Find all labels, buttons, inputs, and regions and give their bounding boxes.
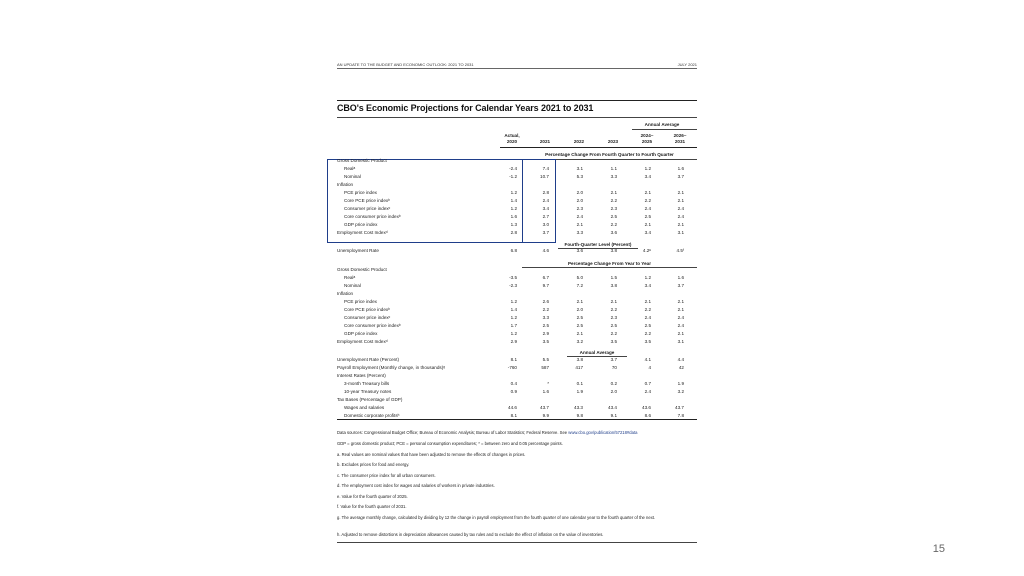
col-avg1-a: 2024–: [640, 133, 654, 138]
cell-value: 2.1: [644, 222, 651, 227]
section-year-to-year: Percentage Change From Year to Year: [567, 261, 652, 266]
cell-value: 3.4: [644, 283, 651, 288]
cell-value: 6.8: [510, 248, 517, 253]
cell-value: 3.7: [677, 174, 684, 179]
annual-average-header: Annual Average: [644, 122, 680, 127]
row-label: Consumer price indexᶜ: [344, 315, 391, 320]
row-label: Consumer price indexᶜ: [344, 206, 391, 211]
cell-value: 3.4: [644, 230, 651, 235]
cell-value: 1.3: [510, 222, 517, 227]
cell-value: 3.1: [677, 230, 684, 235]
cell-value: 3.8: [610, 248, 617, 253]
cell-value: -3.5: [509, 275, 517, 280]
cell-value: 43.7: [540, 405, 549, 410]
cell-value: 3.0: [542, 222, 549, 227]
cell-value: 1.9: [677, 381, 684, 386]
row-label: 3-month Treasury bills: [344, 381, 390, 386]
cell-value: 3.1: [576, 166, 583, 171]
note-source-text: Data sources: Congressional Budget Office; Bureau of Economic Analysis; Bureau of Labor Statistics; Federal Reserve. See: [337, 430, 569, 435]
cell-value: 2.0: [610, 389, 617, 394]
cell-value: 2.1: [610, 190, 617, 195]
cell-value: 4.6: [542, 248, 549, 253]
cell-value: 1.6: [510, 214, 517, 219]
cell-value: 2.5: [610, 323, 617, 328]
cell-value: 9.7: [542, 283, 549, 288]
cell-value: 2.1: [576, 222, 583, 227]
note-source: [337, 430, 697, 436]
cell-value: 7.8: [677, 413, 684, 418]
header-right: JULY 2021: [677, 62, 697, 67]
cell-value: 3.5: [542, 339, 549, 344]
row-label: Core consumer price indexᵇ: [344, 214, 401, 219]
cell-value: 3.7: [610, 357, 617, 362]
cell-value: 1.7: [510, 323, 517, 328]
col-2023: 2023: [607, 139, 619, 144]
cell-value: 1.2: [510, 331, 517, 336]
cell-value: 2.1: [677, 307, 684, 312]
row-label: Core PCE price indexᵇ: [344, 198, 390, 203]
col-avg2-a: 2026–: [673, 133, 687, 138]
row-label: Core PCE price indexᵇ: [344, 307, 390, 312]
row-label: Employment Cost Indexᵈ: [337, 230, 388, 235]
cell-value: 1.6: [677, 275, 684, 280]
cell-value: 1.4: [510, 307, 517, 312]
cell-value: 1.2: [510, 299, 517, 304]
note-a: a. Real values are nominal values that have been adjusted to remove the effects of changes in prices.: [337, 452, 526, 457]
cell-value: 7.2: [576, 283, 583, 288]
header-left: AN UPDATE TO THE BUDGET AND ECONOMIC OUTLOOK: 2021 TO 2031: [337, 62, 474, 67]
cell-value: 2.1: [677, 331, 684, 336]
cell-value: 417: [575, 365, 583, 370]
cell-value: 2.4: [576, 214, 583, 219]
row-label: Wages and salaries: [344, 405, 385, 410]
cell-value: 3.3: [610, 174, 617, 179]
cell-value: 43.3: [574, 405, 583, 410]
cell-value: 5.3: [576, 174, 583, 179]
cell-value: 42: [678, 365, 684, 370]
cell-value: 2.2: [610, 307, 617, 312]
cell-value: 43.7: [675, 405, 684, 410]
cell-value: 0.1: [576, 381, 583, 386]
cell-value: 3.8: [576, 357, 583, 362]
row-label: Realᵃ: [344, 166, 356, 171]
cell-value: 2.1: [576, 299, 583, 304]
cell-value: 2.9: [542, 331, 549, 336]
row-label: GDP price index: [344, 331, 378, 336]
cell-value: 1.9: [576, 389, 583, 394]
cell-value: 1.2: [510, 206, 517, 211]
row-label: Tax Bases (Percentage of GDP): [337, 397, 403, 402]
cell-value: 3.4: [542, 206, 549, 211]
cell-value: 2.6: [542, 299, 549, 304]
cell-value: 2.0: [576, 190, 583, 195]
cell-value: 1.1: [610, 166, 617, 171]
cell-value: 5.5: [542, 357, 549, 362]
cell-value: 8.6: [644, 413, 651, 418]
cell-value: 2.8: [542, 190, 549, 195]
running-header: [337, 60, 697, 68]
cell-value: 2.9: [510, 339, 517, 344]
cell-value: 2.4: [677, 315, 684, 320]
col-avg2-b: 2031: [674, 139, 686, 144]
cell-value: 7.4: [542, 166, 549, 171]
cell-value: 1.2: [510, 190, 517, 195]
col-actual-year: 2020: [506, 139, 518, 144]
cell-value: 0.9: [510, 389, 517, 394]
table-bottom-rule: [337, 419, 697, 420]
col-2021: 2021: [539, 139, 551, 144]
row-label: 10-year Treasury notes: [344, 389, 392, 394]
row-label: Gross Domestic Product: [337, 158, 387, 163]
cell-value: 2.4: [644, 315, 651, 320]
cell-value: 3.5: [644, 339, 651, 344]
cell-value: 2.5: [576, 315, 583, 320]
row-label: Inflation: [337, 182, 354, 187]
cell-value: 3.1: [677, 339, 684, 344]
cell-value: 2.4: [644, 206, 651, 211]
cell-value: 9.8: [576, 413, 583, 418]
slide-number: 15: [932, 543, 945, 555]
section-q4-level: Fourth-Quarter Level (Percent): [564, 242, 632, 247]
cell-value: 2.8: [510, 230, 517, 235]
cell-value: 2.5: [644, 214, 651, 219]
cell-value: 1.5: [610, 275, 617, 280]
header-rule: [337, 68, 697, 69]
row-label: Gross Domestic Product: [337, 267, 387, 272]
cell-value: 9.1: [610, 413, 617, 418]
note-h: h. Adjusted to remove distortions in depreciation allowances caused by tax rules and to exclude the effect of inflation on the value of inventories.: [337, 532, 604, 537]
cell-value: 2.7: [542, 214, 549, 219]
cell-value: 2.1: [677, 198, 684, 203]
cell-value: 44.6: [508, 405, 517, 410]
cell-value: -760: [507, 365, 517, 370]
cell-value: 3.2: [677, 389, 684, 394]
col-avg1-b: 2025: [641, 139, 653, 144]
row-label: Payroll Employment (Monthly change, in thousands)ᵍ: [337, 365, 445, 370]
notes-block: [337, 430, 697, 436]
cell-value: 2.1: [677, 190, 684, 195]
cell-value: 2.2: [644, 331, 651, 336]
cell-value: 3.2: [576, 339, 583, 344]
cell-value: 2.5: [610, 214, 617, 219]
cell-value: -2.4: [509, 166, 517, 171]
note-d: d. The employment cost index for wages and salaries of workers in private industries.: [337, 483, 495, 488]
cell-value: 43.6: [642, 405, 651, 410]
cell-value: 1.2: [510, 315, 517, 320]
cell-value: 4.2ᵉ: [642, 248, 651, 253]
section-year-to-year-rule: [522, 267, 697, 268]
cell-value: 2.0: [576, 307, 583, 312]
cell-value: 10.7: [540, 174, 549, 179]
row-label: Nominal: [344, 283, 361, 288]
row-label: PCE price index: [344, 299, 377, 304]
table-title: CBO's Economic Projections for Calendar Years 2021 to 2031: [337, 103, 594, 113]
title-rule: [337, 100, 697, 101]
note-e: e. Value for the fourth quarter of 2025.: [337, 494, 408, 499]
cell-value: 2.2: [644, 198, 651, 203]
cell-value: 3.5: [610, 339, 617, 344]
cell-value: 2.1: [677, 222, 684, 227]
col-header-rule: [500, 147, 697, 148]
cell-value: 2.4: [677, 214, 684, 219]
cell-value: 4.1: [644, 357, 651, 362]
cell-value: 2.4: [677, 206, 684, 211]
row-label: PCE price index: [344, 190, 377, 195]
cell-value: 2.3: [610, 206, 617, 211]
cell-value: 2.2: [644, 307, 651, 312]
cell-value: 2.2: [610, 331, 617, 336]
cell-value: 1.6: [542, 389, 549, 394]
row-label: Unemployment Rate: [337, 248, 379, 253]
cell-value: 2.2: [610, 222, 617, 227]
cell-value: 2.5: [576, 323, 583, 328]
row-label: Domestic corporate profitsʰ: [344, 413, 400, 418]
source-link[interactable]: www.cbo.gov/publication/57218#data: [568, 430, 638, 435]
cell-value: 2.0: [576, 198, 583, 203]
cell-value: 2.1: [644, 299, 651, 304]
row-label: Unemployment Rate (Percent): [337, 357, 400, 362]
cell-value: 2.4: [542, 198, 549, 203]
row-label: Core consumer price indexᵇ: [344, 323, 401, 328]
cell-value: 8.1: [510, 357, 517, 362]
cell-value: 1.2: [644, 166, 651, 171]
cell-value: 1.2: [644, 275, 651, 280]
cell-value: 3.7: [677, 283, 684, 288]
col-2022: 2022: [573, 139, 585, 144]
cell-value: 3.6: [610, 230, 617, 235]
cell-value: -1.2: [509, 174, 517, 179]
cell-value: 2.1: [576, 331, 583, 336]
note-b: b. Excludes prices for food and energy.: [337, 462, 410, 467]
cell-value: 0.4: [510, 381, 517, 386]
cell-value: 1.6: [677, 166, 684, 171]
section-annual-average: Annual Average: [579, 350, 615, 355]
cell-value: 2.4: [644, 389, 651, 394]
cell-value: 0.2: [610, 381, 617, 386]
cell-value: 2.2: [610, 198, 617, 203]
cell-value: 0.7: [644, 381, 651, 386]
col-actual-label: Actual,: [504, 133, 520, 138]
cell-value: 9.9: [542, 413, 549, 418]
cell-value: 2.3: [576, 206, 583, 211]
cell-value: 3.3: [542, 315, 549, 320]
cell-value: 2.3: [610, 315, 617, 320]
cell-value: 43.4: [608, 405, 617, 410]
title-underline: [337, 117, 697, 118]
cell-value: 2.2: [542, 307, 549, 312]
cell-value: 4.5ᶠ: [676, 248, 684, 253]
cell-value: 2.1: [644, 190, 651, 195]
row-label: Interest Rates (Percent): [337, 373, 386, 378]
cell-value: 5.0: [576, 275, 583, 280]
cell-value: 70: [611, 365, 617, 370]
cell-value: 2.1: [610, 299, 617, 304]
cell-value: 587: [541, 365, 549, 370]
cell-value: *: [547, 381, 549, 386]
row-label: Nominal: [344, 174, 361, 179]
note-g: g. The average monthly change, calculated by dividing by 12 the change in payroll employment from the fourth quarter of one calendar year to the fourth quarter of the next.: [337, 515, 656, 520]
row-label: Employment Cost Indexᵈ: [337, 339, 388, 344]
annual-average-rule: [632, 129, 697, 130]
note-f: f. Value for the fourth quarter of 2031.: [337, 504, 407, 509]
section-q4-q4: Percentage Change From Fourth Quarter to Fourth Quarter: [545, 152, 674, 157]
cell-value: 2.4: [677, 323, 684, 328]
row-label: GDP price index: [344, 222, 378, 227]
cell-value: 3.3: [576, 230, 583, 235]
cell-value: 6.7: [542, 275, 549, 280]
cell-value: 3.6: [576, 248, 583, 253]
cell-value: 2.5: [542, 323, 549, 328]
cell-value: 8.1: [510, 413, 517, 418]
note-gdp: GDP = gross domestic product; PCE = personal consumption expenditures; * = between zero and 0.05 percentage points.: [337, 441, 563, 446]
cell-value: 3.8: [610, 283, 617, 288]
cell-value: 4.4: [677, 357, 684, 362]
cell-value: 1.4: [510, 198, 517, 203]
notes-bottom-rule: [337, 542, 697, 543]
row-label: Realᵃ: [344, 275, 356, 280]
cell-value: 3.4: [644, 174, 651, 179]
cell-value: 4: [648, 365, 651, 370]
cell-value: 2.1: [677, 299, 684, 304]
cell-value: 2.5: [644, 323, 651, 328]
cell-value: -2.3: [509, 283, 517, 288]
note-c: c. The consumer price index for all urban consumers.: [337, 473, 436, 478]
row-label: Inflation: [337, 291, 354, 296]
cell-value: 3.7: [542, 230, 549, 235]
